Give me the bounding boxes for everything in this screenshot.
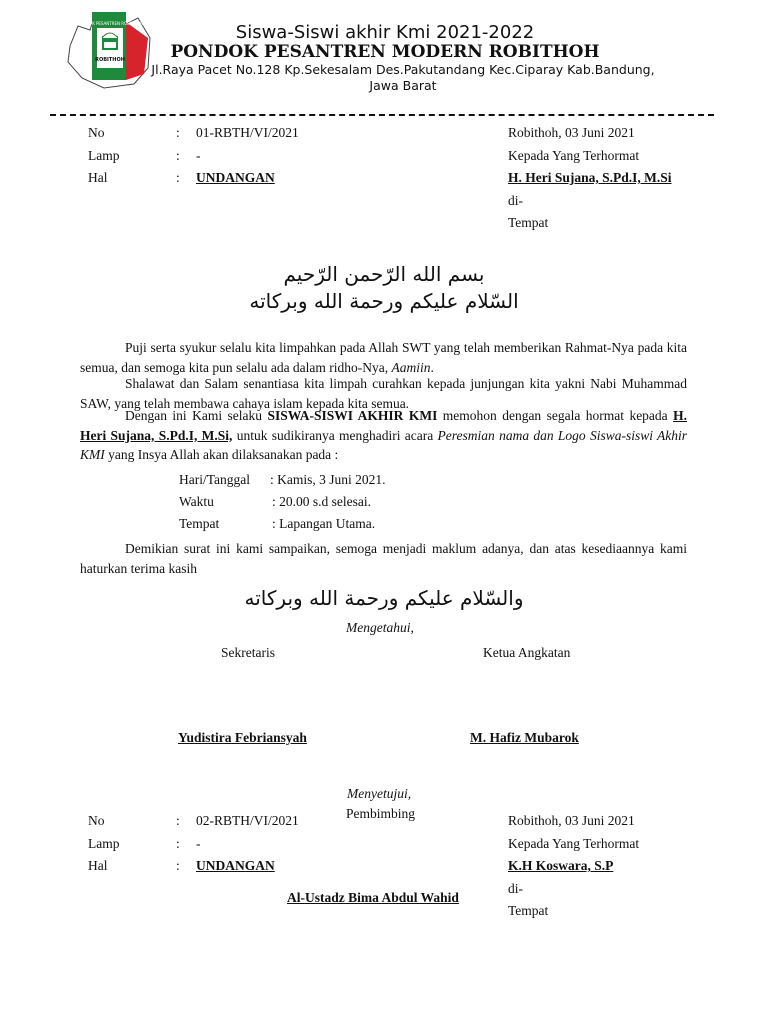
colon: : (176, 170, 180, 185)
colon: : (176, 813, 180, 828)
tempat-label: Tempat (508, 903, 549, 918)
no-label: No (88, 813, 105, 828)
tempat-label: Tempat (508, 215, 549, 230)
tempat-detail-label: Tempat (179, 516, 220, 531)
sekretaris-label: Sekretaris (221, 645, 275, 660)
no-label: No (88, 125, 105, 140)
header-divider (50, 114, 714, 116)
di-label: di- (508, 193, 523, 208)
ketua-name: M. Hafiz Mubarok (470, 730, 579, 745)
hal-value: UNDANGAN (196, 858, 275, 873)
to-label: Kepada Yang Terhormat (508, 148, 640, 163)
ketua-label: Ketua Angkatan (483, 645, 571, 660)
logo-text: ROBITHOH (95, 57, 125, 63)
colon: : (176, 858, 180, 873)
paragraph-3: Dengan ini Kami selaku SISWA-SISWI AKHIR KMI memohon dengan segala hormat kepada H. Heri Sujana, S.Pd.I, M.Si, untuk sudikiranya menghadiri acara Peresmian nama dan Logo Siswa-siswi Akhir KMI yang Insya Allah akan dilaksanakan pada : (80, 408, 688, 462)
di-label: di- (508, 881, 523, 896)
paragraph-4: Demikian surat ini kami sampaikan, semoga menjadi maklum adanya, dan atas kesediaannya kami haturkan terima kasih (80, 541, 687, 576)
tempat-detail-value: : Lapangan Utama. (272, 516, 376, 531)
school-address: Jl.Raya Pacet No.128 Kp.Sekesalam Des.Pakutandang Kec.Ciparay Kab.Bandung, Jawa Barat (151, 62, 655, 93)
waktu-label: Waktu (179, 494, 214, 509)
school-name: PONDOK PESANTREN MODERN ROBITHOH (170, 42, 600, 62)
sekretaris-name: Yudistira Febriansyah (178, 730, 307, 745)
colon: : (176, 148, 180, 163)
basmalah: بسم الله الرّحمن الرّحيم (283, 262, 485, 286)
hari-value: : Kamis, 3 Juni 2021. (270, 472, 386, 487)
lamp-label: Lamp (88, 836, 120, 851)
logo-arc-text: PONDOK PESANTREN ROBITHOH (77, 21, 143, 26)
hari-label: Hari/Tanggal (179, 472, 251, 487)
letter-date: Robithoh, 03 Juni 2021 (508, 813, 635, 828)
menyetujui-label: Menyetujui, (347, 786, 412, 801)
hal-label: Hal (88, 170, 108, 185)
paragraph-1: Puji serta syukur selalu kita limpahkan pada Allah SWT yang telah memberikan Rahmat-Nya pada kita semua, dan semoga kita pun selalu ada dalam ridho-Nya, Aamiin. (80, 340, 687, 375)
recipient-name: K.H Koswara, S.P (508, 858, 614, 873)
paragraph-2: Shalawat dan Salam senantiasa kita limpah curahkan kepada junjungan kita yakni Nabi Muhammad SAW, yang telah membawa cahaya islam kepada kita semua. (80, 376, 687, 411)
header-title: Siswa-Siswi akhir Kmi 2021-2022 (235, 22, 535, 43)
salam-closing: والسّلام عليكم ورحمة الله وبركاته (244, 586, 524, 610)
lamp-value: - (196, 836, 201, 851)
no-value: 01-RBTH/VI/2021 (196, 125, 299, 140)
hal-value: UNDANGAN (196, 170, 275, 185)
to-label: Kepada Yang Terhormat (508, 836, 640, 851)
salam-opening: السّلام عليكم ورحمة الله وبركاته (249, 289, 519, 313)
mengetahui-label: Mengetahui, (346, 620, 414, 635)
lamp-label: Lamp (88, 148, 120, 163)
colon: : (176, 125, 180, 140)
hal-label: Hal (88, 858, 108, 873)
recipient-name: H. Heri Sujana, S.Pd.I, M.Si (508, 170, 672, 185)
letter-date: Robithoh, 03 Juni 2021 (508, 125, 635, 140)
colon: : (176, 836, 180, 851)
pembimbing-name: Al-Ustadz Bima Abdul Wahid (287, 890, 459, 905)
lamp-value: - (196, 148, 201, 163)
waktu-value: : 20.00 s.d selesai. (272, 494, 371, 509)
no-value: 02-RBTH/VI/2021 (196, 813, 299, 828)
pembimbing-label: Pembimbing (346, 806, 416, 821)
